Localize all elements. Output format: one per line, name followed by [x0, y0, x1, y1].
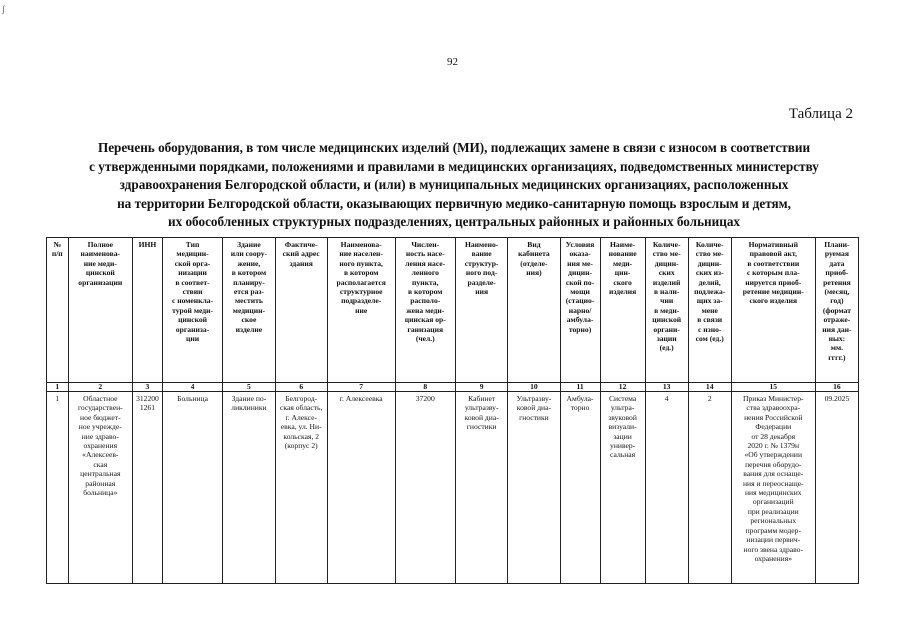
column-header: [815, 238, 858, 383]
cell-text-line: пункта,: [412, 277, 439, 287]
cell-text-line: ского: [613, 277, 632, 287]
cell-text-line: цин-: [614, 268, 631, 278]
cell-text-line: дата: [829, 258, 845, 268]
column-number: 5: [223, 383, 275, 392]
cell-text-line: гггг.): [828, 352, 846, 362]
column-number: 6: [275, 383, 327, 392]
column-header: [47, 238, 69, 383]
cell-text-line: изделий: [652, 277, 681, 287]
cell-text-line: Больница: [177, 394, 208, 403]
cell-text-line: (чел.): [415, 334, 435, 344]
cell-text-line: органи-: [653, 324, 680, 334]
cell-text-line: Наиме-: [610, 240, 636, 249]
cell-text-line: ультра-: [610, 403, 635, 413]
cell-text-line: ние населен-: [339, 249, 383, 259]
cell-text-line: ской по-: [565, 277, 595, 287]
cell-text-line: гностики: [466, 422, 497, 432]
column-number: 16: [815, 383, 858, 392]
column-header: [68, 238, 133, 383]
cell-text-line: (ед.): [659, 343, 674, 353]
cell-text-line: ное бюджет-: [80, 412, 121, 422]
cell-text-line: г. Алексе-: [285, 412, 317, 422]
cell-text-line: ния): [526, 268, 542, 278]
column-header: [327, 238, 395, 383]
cell-text-line: охранения: [83, 441, 118, 451]
cell-text-line: ствии: [182, 287, 203, 297]
cell-text-line: Здание по-: [231, 394, 267, 403]
cell-text-line: ское: [241, 315, 257, 325]
title-line: их обособленных структурных подразделениях, центральных районных и районных больницах: [167, 214, 741, 230]
cell-text-line: организации: [78, 277, 123, 287]
cell-text-line: от 28 декабря: [751, 431, 796, 441]
cell-text-line: Тип: [185, 240, 200, 249]
cell-text-line: медицин-: [176, 249, 209, 259]
cell-text-line: структур-: [464, 258, 499, 268]
cell-text-line: цинской: [652, 315, 682, 325]
cell-text-line: Областное: [83, 394, 118, 403]
column-number: 2: [68, 383, 133, 392]
cell-text-line: турой меди-: [172, 305, 214, 315]
cell-text-line: изделие: [235, 324, 263, 334]
cell-text-line: Ультразву-: [516, 394, 552, 403]
cell-text-line: ковой диа-: [464, 412, 499, 422]
table-cell: [223, 392, 275, 584]
cell-text-line: ликлиники: [231, 403, 267, 413]
cell-text-line: в соответствии: [747, 258, 800, 268]
table-cell: [560, 392, 600, 584]
column-header: [731, 238, 815, 383]
column-header: [456, 238, 508, 383]
cell-text-line: ции: [185, 334, 200, 344]
cell-text-line: больница»: [83, 488, 118, 498]
column-number: 15: [731, 383, 815, 392]
cell-text-line: (месяц,: [824, 287, 850, 297]
cell-text-line: мм.: [830, 343, 844, 353]
cell-text-line: 2020 г. № 1379н: [747, 441, 800, 451]
cell-text-line: ного под-: [465, 268, 498, 278]
cell-text-line: ния: [475, 287, 489, 297]
cell-text-line: ретение медицин-: [742, 287, 804, 297]
cell-text-line: Наименова-: [340, 240, 382, 249]
cell-text-line: Количе-: [695, 240, 724, 249]
column-number: 4: [162, 383, 222, 392]
cell-text-line: 1261: [139, 403, 156, 413]
cell-text-line: в соответ-: [175, 277, 210, 287]
cell-text-line: мене: [701, 305, 718, 315]
cell-text-line: ется раз-: [233, 287, 265, 297]
cell-text-line: отраже-: [823, 315, 851, 325]
cell-text-line: программ модер-: [745, 525, 801, 535]
cell-text-line: в котором: [343, 268, 379, 278]
column-number: 1: [47, 383, 69, 392]
document-title: [48, 139, 860, 232]
cell-text-line: ретения: [823, 277, 851, 287]
column-header: [600, 238, 645, 383]
cell-text-line: Полное: [87, 240, 114, 249]
table-cell: [508, 392, 560, 584]
cell-text-line: 312200: [136, 394, 159, 403]
cell-text-line: разделе-: [467, 277, 496, 287]
cell-text-line: кабинета: [518, 249, 550, 259]
cell-text-line: сальная: [610, 450, 636, 460]
table-cell: [133, 392, 163, 584]
cell-text-line: ство ме-: [652, 249, 681, 259]
column-header: [508, 238, 560, 383]
cell-text-line: наименова-: [80, 249, 121, 259]
cell-text-line: ский адрес: [282, 249, 320, 259]
cell-text-line: евка, ул. Ни-: [280, 422, 322, 432]
cell-text-line: Амбула-: [566, 394, 594, 403]
cell-text-line: ская: [93, 459, 108, 469]
cell-text-line: Вид: [527, 240, 541, 249]
cell-text-line: при реализации: [747, 506, 799, 516]
table-cell: [395, 392, 455, 584]
cell-text-line: местить: [235, 296, 263, 306]
cell-text-line: приоб-: [825, 268, 849, 278]
table-cell: [815, 392, 858, 584]
cell-text-line: жение,: [237, 258, 261, 268]
cell-text-line: ния и переоснаще-: [742, 478, 804, 488]
cell-text-line: делий,: [698, 277, 721, 287]
cell-text-line: Здание: [237, 240, 261, 249]
column-header: [395, 238, 455, 383]
cell-text-line: Наимено-: [464, 240, 499, 249]
cell-text-line: в меди-: [654, 305, 680, 315]
cell-text-line: ковой диа-: [516, 403, 552, 413]
cell-text-line: ских: [658, 268, 675, 278]
cell-text-line: торно: [570, 403, 590, 413]
cell-text-line: планиру-: [233, 277, 265, 287]
cell-text-line: Федерации: [755, 422, 792, 432]
table-cell: [456, 392, 508, 584]
column-number: 10: [508, 383, 560, 392]
cell-text-line: с изно-: [698, 324, 722, 334]
cell-text-line: 4: [664, 394, 669, 403]
cell-text-line: ние: [355, 305, 368, 315]
cell-text-line: год): [830, 296, 844, 306]
cell-text-line: п/п: [51, 249, 63, 259]
cell-text-line: кольская, 2: [283, 431, 320, 441]
cell-text-line: дицин-: [654, 258, 679, 268]
cell-text-line: визуали-: [608, 422, 637, 432]
cell-text-line: медицин-: [232, 305, 266, 315]
cell-text-line: ИНН: [138, 240, 157, 249]
cell-text-line: ных:: [828, 334, 846, 344]
cell-text-line: вания для оснаще-: [743, 469, 804, 479]
cell-text-line: центральная: [80, 469, 121, 479]
table-cell: [327, 392, 395, 584]
cell-text-line: ния ме-: [567, 258, 593, 268]
cell-text-line: нарно/: [568, 305, 592, 315]
cell-text-line: дицин-: [568, 268, 592, 278]
cell-text-line: торно): [568, 324, 592, 334]
cell-text-line: (отделе-: [520, 258, 548, 268]
cell-text-line: Система: [608, 394, 637, 403]
table-label: Таблица 2: [788, 106, 853, 122]
cell-text-line: ного пункта,: [339, 258, 383, 268]
cell-text-line: региональных: [750, 516, 797, 526]
cell-text-line: г. Алексеевка: [339, 394, 383, 403]
cell-text-line: Кабинет: [468, 394, 496, 403]
cell-text-line: ния дан-: [822, 324, 852, 334]
cell-text-line: в котором: [231, 268, 267, 278]
cell-text-line: в котором: [408, 287, 443, 297]
cell-text-line: №: [53, 240, 62, 249]
page-number: 92: [447, 56, 458, 68]
cell-text-line: ние меди-: [83, 258, 117, 268]
cell-text-line: щих за-: [696, 296, 723, 306]
cell-text-line: (формат: [822, 305, 851, 315]
column-header: [275, 238, 327, 383]
cell-text-line: зации: [656, 334, 677, 344]
cell-text-line: звуковой: [608, 412, 637, 422]
cell-text-line: ность насе-: [405, 249, 445, 259]
column-header: [162, 238, 222, 383]
cell-text-line: ганизация: [407, 324, 444, 334]
column-number: 3: [133, 383, 163, 392]
column-number: 13: [645, 383, 688, 392]
table-cell: [645, 392, 688, 584]
equipment-table: [46, 237, 859, 584]
column-number: 12: [600, 383, 645, 392]
cell-text-line: нения Российской: [744, 412, 803, 422]
cell-text-line: нируется приоб-: [745, 277, 802, 287]
edge-mark: ʃ: [2, 4, 5, 14]
table-cell: [600, 392, 645, 584]
cell-text-line: ство ме-: [695, 249, 724, 259]
cell-text-line: ской орга-: [174, 258, 211, 268]
cell-text-line: правовой акт,: [749, 249, 797, 259]
cell-text-line: ских из-: [695, 268, 724, 278]
cell-text-line: амбула-: [566, 315, 594, 325]
cell-text-line: в связи: [697, 315, 723, 325]
title-line: с утвержденными порядками, положениями и правилами в медицинских организациях, подведомственных министерству: [89, 158, 819, 174]
cell-text-line: Приказ Министер-: [743, 394, 804, 403]
cell-text-line: Белгород-: [285, 394, 318, 403]
cell-text-line: меди-: [613, 258, 633, 268]
cell-text-line: охранения»: [754, 553, 792, 563]
cell-text-line: изделия: [608, 287, 637, 297]
cell-text-line: гностики: [519, 412, 549, 422]
table-cell: [275, 392, 327, 584]
column-number: 14: [688, 383, 731, 392]
cell-text-line: с номенкла-: [171, 296, 214, 306]
table-cell: [731, 392, 815, 584]
cell-text-line: мощи: [570, 287, 590, 297]
cell-text-line: располо-: [410, 296, 441, 306]
cell-text-line: зации: [613, 431, 632, 441]
cell-text-line: в нали-: [653, 287, 680, 297]
cell-text-line: структурное: [339, 287, 383, 297]
cell-text-line: 2: [707, 394, 712, 403]
cell-text-line: Числен-: [411, 240, 440, 249]
title-line: на территории Белгородской области, оказывающих первичную медико-санитарную помощь взрослым и детям,: [117, 195, 791, 211]
table-cell: [47, 392, 69, 584]
column-number: 8: [395, 383, 455, 392]
cell-text-line: Нормативный: [748, 240, 798, 249]
cell-text-line: «Об утверждении: [744, 450, 803, 460]
cell-text-line: Фактиче-: [284, 240, 318, 249]
cell-text-line: здания: [289, 258, 313, 268]
cell-text-line: или соору-: [230, 249, 268, 259]
column-header: [645, 238, 688, 383]
cell-text-line: низации: [178, 268, 207, 278]
cell-text-line: Количе-: [652, 240, 681, 249]
column-number: 7: [327, 383, 395, 392]
cell-text-line: оказа-: [569, 249, 591, 259]
column-header: [133, 238, 163, 383]
table-row: [47, 392, 859, 584]
cell-text-line: цинской: [85, 268, 115, 278]
cell-text-line: ния медицинских: [744, 488, 802, 498]
cell-text-line: ского изделия: [749, 296, 798, 306]
title-line: здравоохранения Белгородской области, и (или) в муниципальных медицинских организациях, расположенных: [119, 177, 789, 193]
cell-text-line: жена меди-: [406, 305, 445, 315]
cell-text-line: ультразву-: [464, 403, 499, 413]
table-cell: [68, 392, 133, 584]
cell-text-line: цинской: [178, 315, 208, 325]
cell-text-line: нование: [608, 249, 637, 259]
cell-text-line: ного звена здраво-: [743, 544, 804, 554]
cell-text-line: 09.2025: [824, 394, 850, 403]
cell-text-line: подразделе-: [341, 296, 382, 306]
column-number-row: [47, 383, 859, 392]
cell-text-line: вание: [471, 249, 492, 259]
cell-text-line: с которым пла-: [746, 268, 800, 278]
cell-text-line: 1: [55, 394, 60, 403]
cell-text-line: ние здраво-: [81, 431, 119, 441]
cell-text-line: универ-: [610, 441, 636, 451]
cell-text-line: сом (ед.): [695, 334, 724, 344]
cell-text-line: ская область,: [280, 403, 323, 413]
cell-text-line: дицин-: [697, 258, 722, 268]
cell-text-line: (корпус 2): [284, 441, 318, 451]
table-cell: [688, 392, 731, 584]
cell-text-line: цинская ор-: [404, 315, 446, 325]
cell-text-line: руемая: [824, 249, 849, 259]
cell-text-line: Плани-: [824, 240, 850, 249]
cell-text-line: ления насе-: [405, 258, 446, 268]
cell-text-line: «Алексеев-: [82, 450, 119, 460]
cell-text-line: 37200: [415, 394, 435, 403]
cell-text-line: ленного: [411, 268, 439, 278]
cell-text-line: (стацио-: [565, 296, 595, 306]
cell-text-line: ное учрежде-: [78, 422, 122, 432]
title-line: Перечень оборудования, в том числе медицинских изделий (МИ), подлежащих замене в связи с износом в соответствии: [97, 140, 811, 155]
cell-text-line: организаций: [752, 497, 794, 507]
column-header: [560, 238, 600, 383]
table-cell: [162, 392, 222, 584]
column-number: 11: [560, 383, 600, 392]
column-header: [688, 238, 731, 383]
cell-text-line: районная: [85, 478, 116, 488]
cell-text-line: государствен-: [77, 403, 123, 413]
cell-text-line: Условия: [565, 240, 595, 249]
cell-text-line: ства здравоохра-: [746, 403, 801, 413]
cell-text-line: чии: [660, 296, 674, 306]
cell-text-line: организа-: [175, 324, 210, 334]
column-number: 9: [456, 383, 508, 392]
header-row: [47, 238, 859, 383]
column-header: [223, 238, 275, 383]
cell-text-line: низации первич-: [746, 535, 801, 545]
cell-text-line: перечня оборудо-: [745, 459, 802, 469]
cell-text-line: подлежа-: [694, 287, 726, 297]
cell-text-line: располагается: [336, 277, 386, 287]
